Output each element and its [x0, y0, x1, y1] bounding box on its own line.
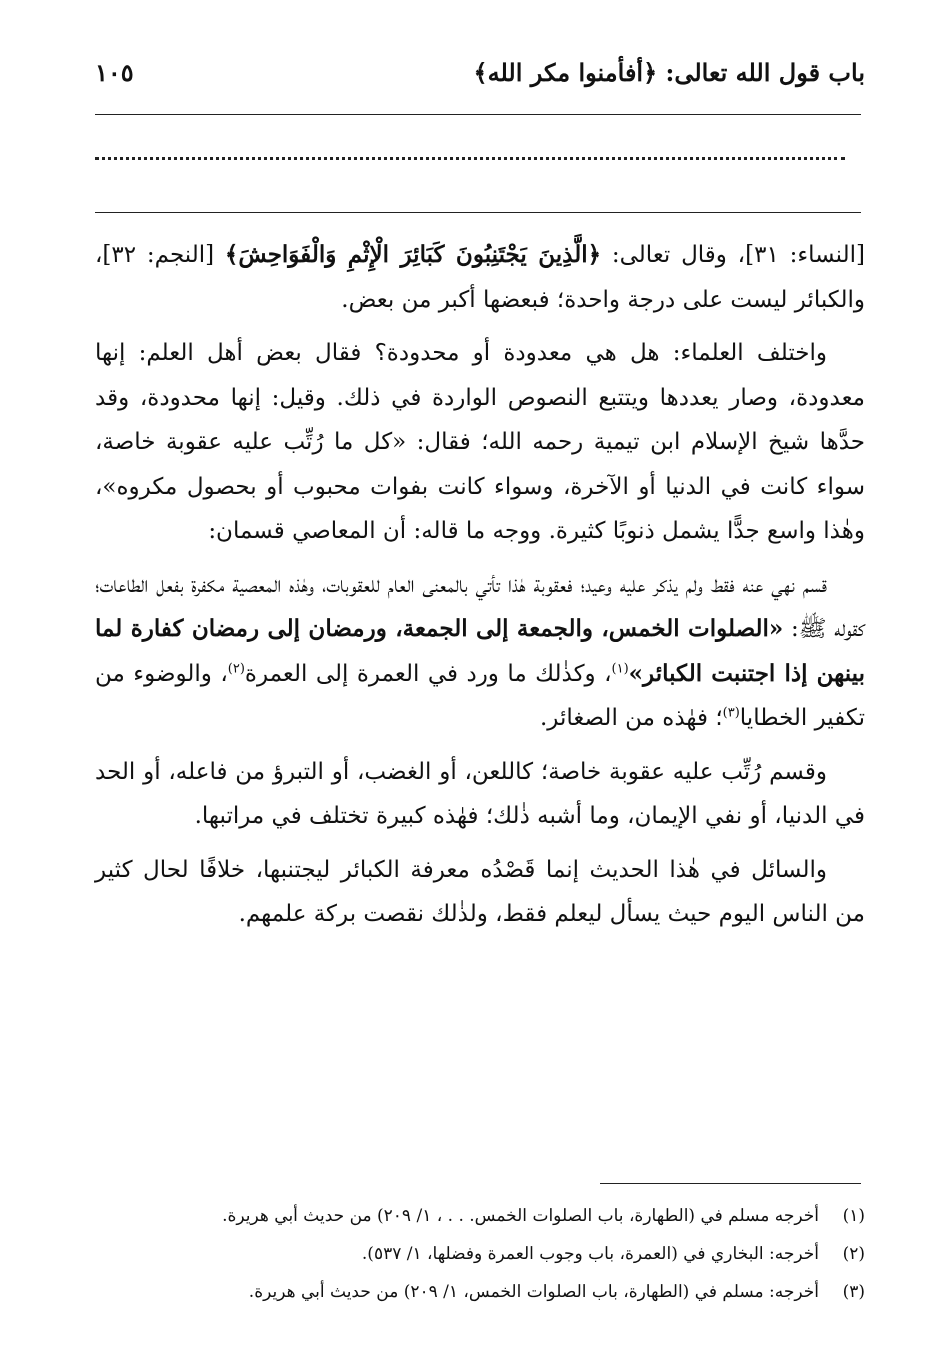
hadith-text: «الصلوات الخمس، والجمعة إلى الجمعة، ورمضان إلى رمضان كفارة لما بينهن إذا اجتنبت الكبائر»: [95, 615, 865, 687]
footnote-number: (٢): [842, 1244, 865, 1264]
footnote-marker: (١): [611, 660, 629, 676]
footnotes: [95, 1197, 865, 1311]
footnote-text: أخرجه مسلم في (الطهارة، باب الصلوات الخمس. . . ، ١/ ٢٠٩) من حديث أبي هريرة.: [222, 1206, 819, 1226]
text-run: وقسم رُتِّب عليه عقوبة خاصة؛ كاللعن، أو الغضب، أو التبرؤ من فاعله، أو الحد في الدنيا، أو نفي الإيمان، وما أشبه ذٰلك؛ فهٰذه كبيرة تختلف في مراتبها.: [95, 758, 865, 829]
footnote-marker: (٣): [722, 705, 740, 721]
footnote-item: [95, 1273, 865, 1311]
footnote-item: [95, 1197, 865, 1235]
quran-text: ﴿الَّذِينَ يَجْتَنِبُونَ كَبَائِرَ الْإِثْمِ وَالْفَوَاحِشَ﴾: [224, 241, 602, 268]
paragraph-p5: [95, 848, 865, 937]
text-run: ، وكذٰلك ما ورد في العمرة إلى العمرة: [244, 660, 612, 687]
footnote-text: أخرجه: البخاري في (العمرة، باب وجوب العمرة وفضلها، ١/ ٥٣٧).: [361, 1244, 819, 1264]
body-text: [95, 233, 865, 937]
paragraph-p1: [95, 233, 865, 322]
paragraph-p3: [95, 563, 865, 741]
footnote-text: أخرجه: مسلم في (الطهارة، باب الصلوات الخمس، ١/ ٢٠٩) من حديث أبي هريرة.: [248, 1282, 819, 1302]
text-run: ، والوضوء من تكفير الخطايا: [95, 660, 865, 731]
paragraph-p2: [95, 331, 865, 554]
text-run: واختلف العلماء: هل هي معدودة أو محدودة؟ فقال بعض أهل العلم: إنها معدودة، وصار يعددها ويتتبع النصوص الواردة في ذلك. وقيل: إنها محدودة، وقد حدَّها شيخ الإسلام ابن تيمية رحمه الله؛ فقال: «كل ما رُتِّب عليه عقوبة خاصة، سواء كانت في الدنيا أو الآخرة، وسواء كانت بفوات محبوب أو بحصول مكروه»، وهٰذا واسع جدًّا يشمل ذنوبًا كثيرة. ووجه ما قاله: أن المعاصي قسمان:: [95, 340, 865, 544]
header-rule: [95, 114, 861, 115]
text-run: [النساء: ٣١]، وقال تعالى:: [601, 242, 865, 268]
footnote-item: [95, 1235, 865, 1273]
text-run: والسائل في هٰذا الحديث إنما قَصْدُه معرفة الكبائر ليجتنبها، خلافًا لحال كثير من الناس اليوم حيث يسأل ليعلم فقط، ولذٰلك نقصت بركة علمهم.: [95, 856, 865, 927]
page-number: ١٠٥: [95, 58, 134, 87]
page-header: [95, 58, 865, 98]
running-title: باب قول الله تعالى: ﴿أفأمنوا مكر الله﴾: [473, 58, 865, 87]
footnote-number: (٣): [842, 1282, 865, 1302]
footnote-marker: (٢): [227, 660, 245, 676]
section-rule: [95, 212, 861, 213]
omission-dotted-line: [95, 157, 845, 160]
paragraph-p4: [95, 750, 865, 839]
text-run: ؛ فهٰذه من الصغائر.: [539, 705, 723, 731]
text-run: [النجم: ٣٢]، والكبائر ليست على درجة واحدة؛ فبعضها أكبر من بعض.: [95, 242, 865, 313]
footnote-rule: [600, 1183, 861, 1184]
footnote-number: (١): [842, 1206, 865, 1226]
text-run: قسم نهي عنه فقط ولم يذكر عليه وعيد؛ فعقوبة هٰذا تأتي بالمعنى العام للعقوبات، وهٰذه المعصية مكفرة بفعل الطاعات؛ كقوله ﷺ:: [95, 571, 865, 642]
